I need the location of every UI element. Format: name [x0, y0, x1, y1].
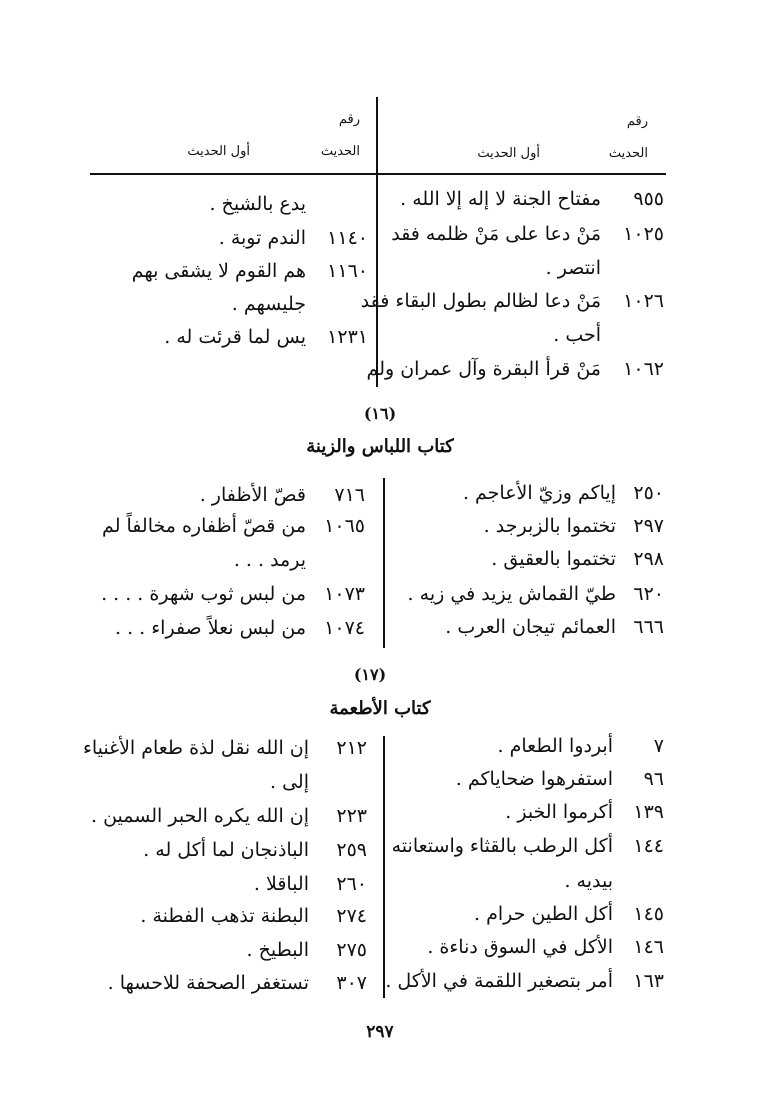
entry-text: أكل الرطب بالقثاء واستعانته	[391, 835, 613, 857]
entry-text: مَنْ دعا لظالم بطول البقاء فقد	[360, 290, 601, 312]
entry-text: أبردوا الطعام .	[497, 735, 613, 757]
entry-text: طيّ القماش يزيد في زيه .	[407, 583, 616, 605]
entry-number: ١٠٦٢	[623, 358, 664, 380]
entry-text: أحب .	[553, 324, 601, 346]
section-title: كتاب اللباس والزينة	[306, 436, 454, 457]
entry-text: إن الله يكره الحبر السمين .	[91, 805, 309, 827]
entry-text: أكرموا الخبز .	[505, 801, 613, 823]
header-right-hadith: الحديث	[608, 146, 648, 161]
entry-text: البطيخ .	[246, 939, 309, 961]
entry-number: ١١٦٠	[327, 260, 368, 282]
entry-text: بيديه .	[564, 870, 613, 892]
entry-number: ٧١٦	[334, 484, 365, 506]
entry-number: ١٢٣١	[327, 326, 368, 348]
entry-number: ١٦٣	[633, 970, 664, 992]
entry-text: الباذنجان لما أكل له .	[143, 839, 309, 861]
entry-number: ١٤٤	[633, 835, 664, 857]
entry-number: ٦٢٠	[633, 583, 664, 605]
entry-number: ١٠٧٤	[324, 617, 365, 639]
entry-number: ٢١٢	[336, 737, 367, 759]
header-right-first: أول الحديث	[477, 146, 540, 161]
header-left-raqm: رقم	[338, 112, 360, 127]
entry-text: إلى .	[270, 771, 309, 793]
entry-text: هم القوم لا يشقى بهم	[131, 260, 306, 282]
entry-number: ١٠٧٣	[324, 583, 365, 605]
entry-number: ٢٧٤	[336, 905, 367, 927]
entry-number: ١٤٦	[633, 936, 664, 958]
page-number: ٢٩٧	[366, 1022, 394, 1042]
entry-number: ٧	[653, 735, 664, 757]
entry-text: يرمد . . .	[233, 549, 306, 571]
entry-text: يس لما قرئت له .	[164, 326, 306, 348]
entry-number: ٢٥٠	[633, 482, 664, 504]
entry-text: مفتاح الجنة لا إله إلا الله .	[400, 188, 601, 210]
entry-text: الأكل في السوق دناءة .	[427, 936, 613, 958]
entry-text: العمائم تيجان العرب .	[445, 616, 616, 638]
entry-text: استفرهوا ضحاياكم .	[455, 768, 613, 790]
entry-text: جليسهم .	[231, 293, 306, 315]
entry-number: ١١٤٠	[327, 227, 368, 249]
entry-number: ٢٩٧	[633, 515, 664, 537]
column-divider	[383, 478, 385, 648]
entry-text: انتصر .	[545, 257, 601, 279]
entry-text: تختموا بالزبرجد .	[483, 515, 616, 537]
section-number: (١٦)	[363, 404, 397, 423]
entry-text: إياكم وزيّ الأعاجم .	[462, 482, 616, 504]
column-divider-top	[376, 97, 378, 387]
entry-number: ٦٦٦	[633, 616, 664, 638]
entry-text: الباقلا .	[253, 873, 309, 895]
header-left-first: أول الحديث	[187, 144, 250, 159]
header-right-raqm: رقم	[626, 114, 648, 129]
entry-text: يدع بالشيخ .	[209, 193, 306, 215]
section-number: (١٧)	[353, 665, 387, 684]
entry-text: البطنة تذهب الفطنة .	[140, 905, 309, 927]
entry-number: ١٠٦٥	[324, 515, 365, 537]
entry-number: ١٤٥	[633, 903, 664, 925]
entry-text: من لبس ثوب شهرة . . . .	[101, 583, 306, 605]
entry-text: إن الله نقل لذة طعام الأغنياء	[82, 737, 309, 759]
entry-text: مَنْ دعا على مَنْ ظلمه فقد	[391, 223, 601, 245]
entry-number: ١٣٩	[633, 801, 664, 823]
entry-text: الندم توبة .	[218, 227, 306, 249]
entry-number: ١٠٢٥	[623, 223, 664, 245]
entry-number: ٢٧٥	[336, 939, 367, 961]
entry-text: مَنْ قرأ البقرة وآل عمران ولم	[366, 358, 601, 380]
entry-text: أمر بتصغير اللقمة في الأكل .	[385, 970, 613, 992]
header-left-hadith: الحديث	[320, 144, 360, 159]
header-rule	[90, 173, 666, 175]
section-title: كتاب الأطعمة	[329, 698, 431, 719]
entry-number: ٢٥٩	[336, 839, 367, 861]
entry-number: ٢٢٣	[336, 805, 367, 827]
entry-number: ٩٦	[643, 768, 664, 790]
entry-number: ٣٠٧	[336, 972, 367, 994]
entry-text: من لبس نعلاً صفراء . . .	[115, 617, 306, 639]
entry-text: تختموا بالعقيق .	[491, 548, 616, 570]
entry-text: من قصّ أظفاره مخالفاً لم	[102, 515, 306, 537]
entry-text: قصّ الأظفار .	[199, 484, 306, 506]
entry-number: ١٠٢٦	[623, 290, 664, 312]
entry-number: ٩٥٥	[633, 188, 664, 210]
entry-text: أكل الطين حرام .	[474, 903, 613, 925]
column-divider	[383, 736, 385, 998]
entry-number: ٢٩٨	[633, 548, 664, 570]
entry-text: تستغفر الصحفة للاحسها .	[107, 972, 309, 994]
entry-number: ٢٦٠	[336, 873, 367, 895]
